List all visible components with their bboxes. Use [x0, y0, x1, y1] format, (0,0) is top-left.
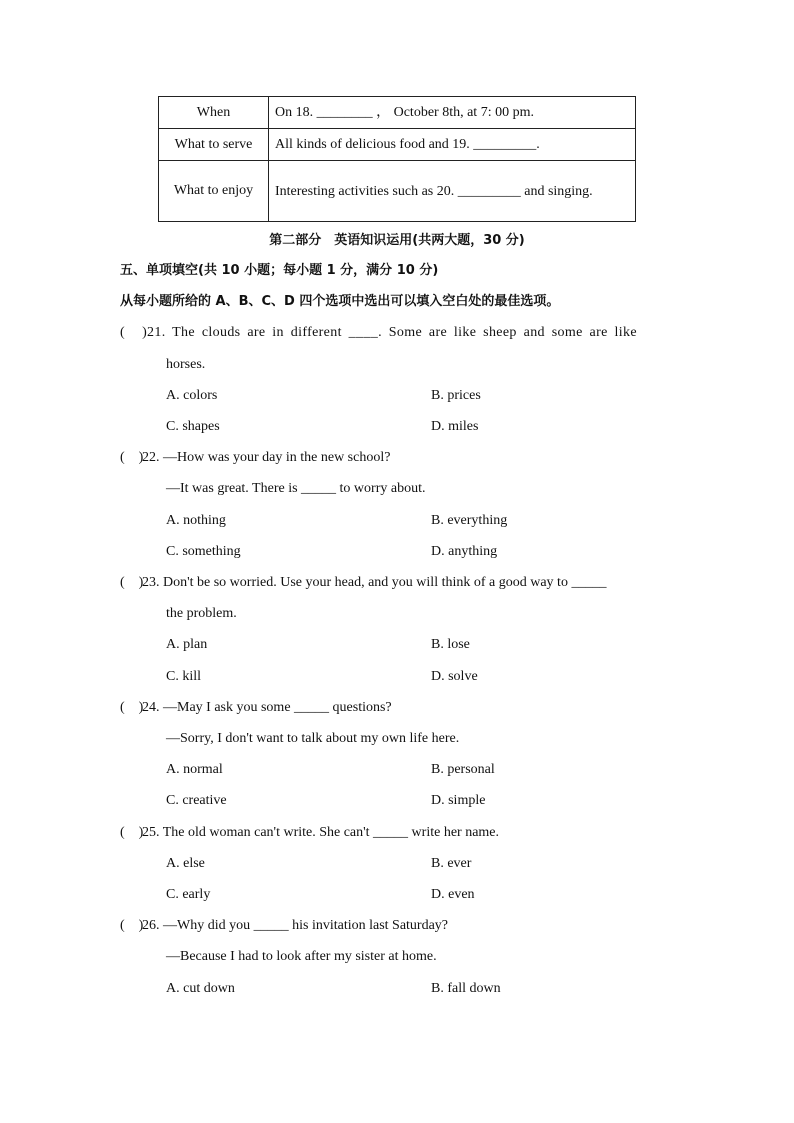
answer-paren: ( )	[120, 325, 147, 340]
question-24	[120, 698, 392, 718]
question-text-cont: —Because I had to look after my sister at home.	[166, 949, 437, 964]
option-b: B. fall down	[431, 981, 501, 996]
answer-paren: ( )	[120, 575, 144, 590]
option-c: C. shapes	[166, 419, 220, 434]
option-a: A. else	[166, 856, 205, 871]
question-text-cont: —Sorry, I don't want to talk about my own life here.	[166, 731, 460, 746]
table-row	[159, 97, 636, 129]
part-title: 第二部分 英语知识运用(共两大题，30 分)	[269, 233, 525, 248]
option-b: B. everything	[431, 513, 508, 528]
option-d: D. anything	[431, 544, 498, 559]
row-content: On 18. ________ ， October 8th, at 7: 00 pm.	[269, 97, 636, 129]
question-text: 26. —Why did you _____ his invitation last Saturday?	[142, 918, 449, 933]
question-text: 21. The clouds are in different ____. Some are like sheep and some are like	[147, 325, 637, 340]
answer-paren: ( )	[120, 700, 144, 715]
question-text-cont: the problem.	[166, 606, 237, 621]
option-b: B. prices	[431, 388, 481, 403]
question-text: 23. Don't be so worried. Use your head, and you will think of a good way to _____	[142, 575, 607, 590]
answer-paren: ( )	[120, 918, 144, 933]
instruction: 从每小题所给的 A、B、C、D 四个选项中选出可以填入空白处的最佳选项。	[120, 294, 560, 309]
row-content: Interesting activities such as 20. _________ and singing.	[269, 161, 636, 222]
option-a: A. plan	[166, 637, 208, 652]
question-text-cont: horses.	[166, 357, 206, 372]
row-content: All kinds of delicious food and 19. _________.	[269, 129, 636, 161]
question-text: 25. The old woman can't write. She can't _____ write her name.	[142, 825, 500, 840]
answer-paren: ( )	[120, 825, 144, 840]
option-c: C. early	[166, 887, 211, 902]
row-label: When	[159, 97, 269, 129]
option-c: C. something	[166, 544, 241, 559]
question-text: 24. —May I ask you some _____ questions?	[142, 700, 392, 715]
question-21	[120, 323, 637, 343]
row-label: What to serve	[159, 129, 269, 161]
table-row	[159, 129, 636, 161]
section-title: 五、单项填空(共 10 小题；每小题 1 分，满分 10 分)	[120, 263, 439, 278]
answer-paren: ( )	[120, 450, 144, 465]
question-text-cont: —It was great. There is _____ to worry about.	[166, 481, 426, 496]
question-23	[120, 573, 606, 593]
option-d: D. simple	[431, 793, 486, 808]
option-c: C. kill	[166, 669, 202, 684]
option-d: D. even	[431, 887, 475, 902]
option-a: A. cut down	[166, 981, 235, 996]
event-info-table	[158, 96, 636, 222]
row-label: What to enjoy	[159, 161, 269, 222]
question-25	[120, 823, 499, 843]
option-b: B. personal	[431, 762, 495, 777]
table-row	[159, 161, 636, 222]
question-text: 22. —How was your day in the new school?	[142, 450, 391, 465]
option-b: B. ever	[431, 856, 472, 871]
option-d: D. solve	[431, 669, 478, 684]
option-b: B. lose	[431, 637, 470, 652]
option-d: D. miles	[431, 419, 479, 434]
option-a: A. colors	[166, 388, 218, 403]
option-c: C. creative	[166, 793, 227, 808]
question-26	[120, 916, 448, 936]
question-22	[120, 448, 390, 468]
option-a: A. normal	[166, 762, 223, 777]
option-a: A. nothing	[166, 513, 226, 528]
